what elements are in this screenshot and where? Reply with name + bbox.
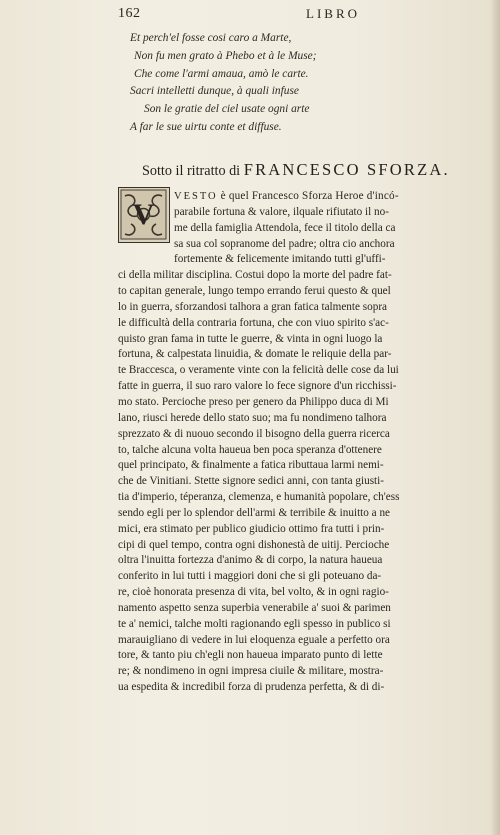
text-line: to capitan generale, lungo tempo errando ferui questo & quel xyxy=(118,285,391,298)
text-line: tia d'imperio, téperanza, clemenza, e humanità popolare, ch'ess xyxy=(118,491,400,504)
text-line: fortemente & felicemente imitando tutti gl'uffi- xyxy=(174,253,386,266)
text-line: namento aspetto senza superbia venerabile a' suoi & parimen xyxy=(118,601,391,614)
text-line: oltra l'inuitta fortezza d'animo & di corpo, la natura haueua xyxy=(118,554,383,567)
title-name: FRANCESCO SFORZA. xyxy=(243,160,450,179)
title-prefix: Sotto il ritratto di xyxy=(142,163,241,179)
text-line: sa sua col sopranome del padre; oltra cio anchora xyxy=(174,237,395,250)
body-text xyxy=(118,189,483,696)
text-line: fatte in guerra, il suo raro valore lo fece signore d'un ricchissi- xyxy=(118,380,397,393)
text-line: ci della militar disciplina. Costui dopo la morte del padre fat- xyxy=(118,269,392,282)
text-line: sprezzato & di nuouo secondo il bisogno della guerra ricerca xyxy=(118,427,390,440)
verse-block xyxy=(130,30,470,137)
running-head: LIBRO xyxy=(306,6,360,21)
text-line: fortuna, & calpestata linuidia, & domate le reliquie della par- xyxy=(118,348,392,361)
verse-line: Son le gratie del ciel usate ogni arte xyxy=(144,103,310,116)
text-line: mici, era stimato per publico giudicio ottimo fra tutti i prin- xyxy=(118,522,385,535)
text-line: conferito in lui tutti i maggiori doni che si gli poteuano da- xyxy=(118,570,382,583)
page-number: 162 xyxy=(118,6,141,21)
text-line: lano, riusci herede dello stato suo; ma fu nondimeno talhora xyxy=(118,411,387,424)
first-line-rest: è quel Francesco Sforza Heroe d'incó- xyxy=(217,190,399,202)
text-line: quisto gran fama in tutte le guerre, & vinta in ogni luogo la xyxy=(118,332,383,345)
verse-line: Et perch'el fosse cosi caro a Marte, xyxy=(130,32,292,44)
verse-line: Sacri intelletti dunque, à quali infuse xyxy=(130,85,299,98)
text-line: lo in guerra, sforzandosi talhora a gran fatica talmente sopra xyxy=(118,300,388,313)
initial-letter: V xyxy=(132,198,155,231)
text-line: cipi di quel tempo, contra ogni dishonestà de uitij. Percioche xyxy=(118,538,390,551)
text-line: tore, & tanto piu ch'egli non haueua imparato punto di lette xyxy=(118,649,383,662)
text-line: re, cioè honorata presenza di vita, bel volto, & in ogni ragio- xyxy=(118,586,389,599)
text-line: le difficultà della contraria fortuna, che con viuo spirito s'ac- xyxy=(118,316,389,329)
text-line: re; & nondimeno in ogni impresa ciuile & militare, mostra- xyxy=(118,665,384,678)
verse-line: Che come l'armi amaua, amò le carte. xyxy=(134,67,309,80)
verse-line: A far le sue uirtu conte et diffuse. xyxy=(130,120,282,133)
text-line: ua espedita & incredibil forza di prudenza perfetta, & di di- xyxy=(118,681,385,694)
section-title xyxy=(142,160,472,180)
page-edge-shadow xyxy=(490,0,500,835)
text-line: to, talche alcuna volta haueua ben poca speranza d'ottenere xyxy=(118,443,382,456)
text-line xyxy=(118,189,483,205)
text-line: che de Vinitiani. Stette signore sedici anni, con tanta giusti- xyxy=(118,475,385,488)
page-header xyxy=(118,6,458,24)
text-line: parabile fortuna & valore, ilquale rifiutato il no- xyxy=(174,205,389,218)
text-line: marauigliano di vedere in lui eloquenza eguale a perfetto ora xyxy=(118,633,390,646)
first-word: VESTO xyxy=(174,191,218,202)
text-line: quel principato, & finalmente a fatica ributtaua larmi nemi- xyxy=(118,459,384,472)
verse-line: Non fu men grato à Phebo et à le Muse; xyxy=(134,49,317,62)
text-line: me della famiglia Attendola, fece il titolo della ca xyxy=(174,221,396,234)
text-line: mo stato. Percioche preso per genero da Philippo duca di Mi xyxy=(118,395,389,408)
text-line: te a' nemici, talche molti ragionando egli spesso in publico si xyxy=(118,617,391,630)
text-line: sendo egli per lo splendor dell'armi & terribile & inuitto a ne xyxy=(118,506,391,519)
text-line: te Braccesca, o veramente vinte con la felicità delle cose da lui xyxy=(118,364,399,377)
